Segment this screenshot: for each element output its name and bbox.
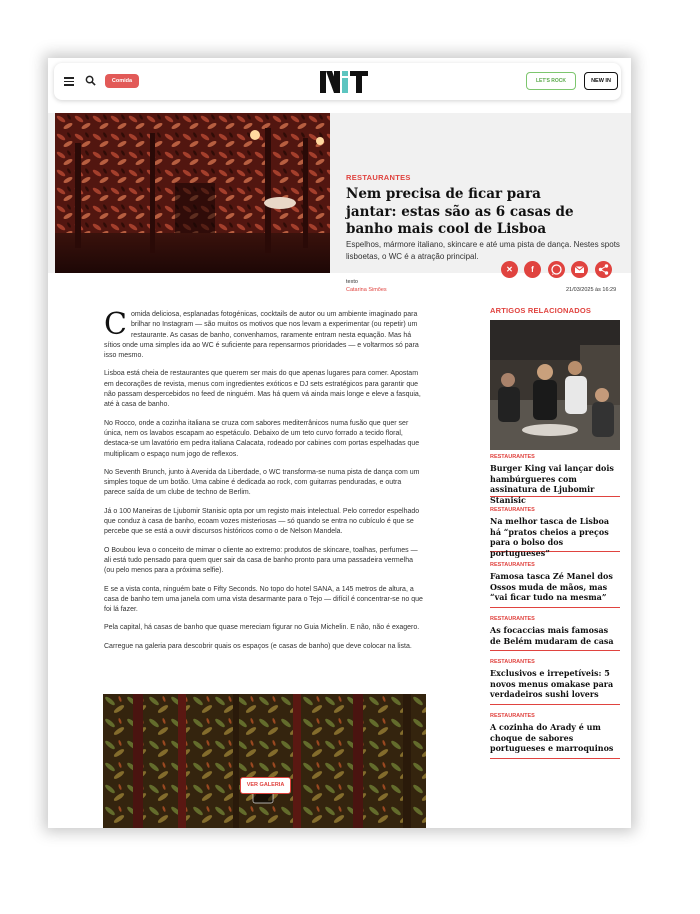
related-articles-heading: ARTIGOS RELACIONADOS (490, 306, 592, 315)
view-gallery-button[interactable]: VER GALERIA (240, 777, 291, 794)
related-article-image[interactable] (490, 320, 620, 450)
related-article-title[interactable]: As focaccias mais famosas de Belém mudaram de casa (490, 625, 614, 646)
related-article[interactable] (490, 659, 620, 705)
whatsapp-icon[interactable] (548, 261, 565, 278)
article-paragraph: Já o 100 Maneiras de Ljubomir Stanisic opta por um registo mais intelectual. Pelo corredor espelhado que conduz à casa de banho, ecoam vozes misteriosas — só quando se entra no cubículo é que se percebe que se está a ouvir discursos históricos como o de Nelson Mandela. (104, 507, 420, 536)
hero-category[interactable]: RESTAURANTES (346, 173, 411, 182)
byline-label: texto (346, 279, 358, 285)
article-paragraph: Comida deliciosa, esplanadas fotogénicas, cocktails de autor ou um ambiente imaginado para brilhar no Instagram — são muitos os motivos que nos levam a experimentar (ou repetir) um restaurante. As casas de banho, convenhamos, raramente entram nesta equação. Mas há sítios onde uma simples ida ao WC é suficiente para repensarmos prioridades — e voltarmos só para isso mesmo. (104, 307, 419, 360)
related-article-category[interactable]: RESTAURANTES (490, 659, 535, 665)
menu-icon[interactable] (64, 77, 74, 85)
x-icon[interactable]: ✕ (501, 261, 518, 278)
facebook-icon[interactable]: f (524, 261, 541, 278)
hero-image (55, 113, 330, 273)
publish-date: 21/03/2025 às 16:29 (566, 287, 617, 293)
related-article-title[interactable]: Na melhor tasca de Lisboa há “pratos cheios a preços para o bolso dos portugueses” (490, 516, 609, 558)
related-article-category[interactable]: RESTAURANTES (490, 507, 535, 513)
related-article-category[interactable]: RESTAURANTES (490, 713, 535, 719)
article-page (48, 58, 631, 828)
email-icon[interactable] (571, 261, 588, 278)
search-icon[interactable] (85, 75, 96, 86)
gallery-image (103, 694, 426, 828)
related-article[interactable] (490, 562, 620, 608)
related-article-title[interactable]: A cozinha do Arady é um choque de sabores portugueses e marroquinos (490, 722, 614, 753)
related-article-category[interactable]: RESTAURANTES (490, 616, 535, 622)
article-paragraph: O Boubou leva o conceito de mimar o cliente ao extremo: produtos de skincare, toalhas, perfumes — ali está tudo pensado para quem quer sair da casa de banho pronto para uma passadeira vermelha (ou pelo menos para a próxima selfie). (104, 546, 418, 575)
article-paragraph: No Rocco, onde a cozinha italiana se cruza com sabores mediterrânicos numa fusão que quer ser única, nem os lavabos escapam ao espetáculo. Debaixo de um teto curvo forrado a tecido floral, destaca-se um lavatório em pedra italiana Calacata, rodeado por cabines com portas espelhadas que multiplicam o espaço num jogo de reflexos. (104, 419, 420, 458)
article-paragraph: No Seventh Brunch, junto à Avenida da Liberdade, o WC transforma-se numa pista de dança com um simples toque de um botão. Uma cabine é dedicada ao rock, com guitarras penduradas, e outra parece saída de um clube de techno de Berlim. (104, 468, 420, 497)
related-article[interactable] (490, 454, 620, 505)
category-pill[interactable]: Comida (105, 74, 139, 88)
dropcap: C (104, 307, 127, 342)
article-paragraph: Carregue na galeria para descobrir quais os espaços (e casas de banho) que deve colocar na lista. (104, 642, 412, 650)
page-title: Nem precisa de ficar para jantar: estas são as 6 casas de banho mais cool de Lisboa (346, 186, 574, 237)
related-article-title[interactable]: Exclusivos e irrepetíveis: 5 novos menus omakase para verdadeiros sushi lovers (490, 668, 614, 699)
site-header (54, 63, 621, 100)
related-article-category[interactable]: RESTAURANTES (490, 562, 535, 568)
related-article-category[interactable]: RESTAURANTES (490, 454, 535, 460)
related-article-title[interactable]: Famosa tasca Zé Manel dos Ossos muda de mãos, mas “vai ficar tudo na mesma” (490, 571, 613, 602)
author-link[interactable]: Catarina Simões (346, 287, 387, 293)
hero-section (48, 113, 631, 293)
new-in-button[interactable]: NEW IN (584, 72, 618, 90)
related-article[interactable] (490, 507, 620, 558)
article-paragraph: E se a vista conta, ninguém bate o Fifty Seconds. No topo do hotel SANA, a 145 metros de altura, a casa de banho tem uma janela com uma vista desarmante para o Tejo — difícil é concentrar-se no que foi lá fazer. (104, 585, 423, 614)
nit-logo[interactable] (320, 69, 368, 95)
related-article-title[interactable]: Burger King vai lançar dois hambúrgueres com assinatura de Ljubomir Stanisic (490, 463, 614, 505)
article-body (104, 307, 424, 660)
article-paragraph: Pela capital, há casas de banho que quase mereciam figurar no Guia Michelin. E não, não é exagero. (104, 624, 420, 632)
gallery-preview[interactable] (103, 694, 426, 828)
hero-subtitle: Espelhos, mármore italiano, skincare e até uma pista de dança. Nestes spots lisboetas, o WC é a atração principal. (346, 240, 620, 261)
related-article[interactable] (490, 616, 620, 651)
lets-rock-button[interactable]: LET'S ROCK (526, 72, 576, 90)
article-paragraph: Lisboa está cheia de restaurantes que querem ser mais do que apenas lugares para comer. Apostam em decorações de revista, menus com ingredientes exóticos e DJ sets estratégicos para garantir que não passam despercebidos no feed de ninguém. Mas há quem vá ainda mais longe e eleve a fasquia, até à casa de banho. (104, 370, 421, 409)
share-icon[interactable] (595, 261, 612, 278)
related-article[interactable] (490, 713, 620, 759)
